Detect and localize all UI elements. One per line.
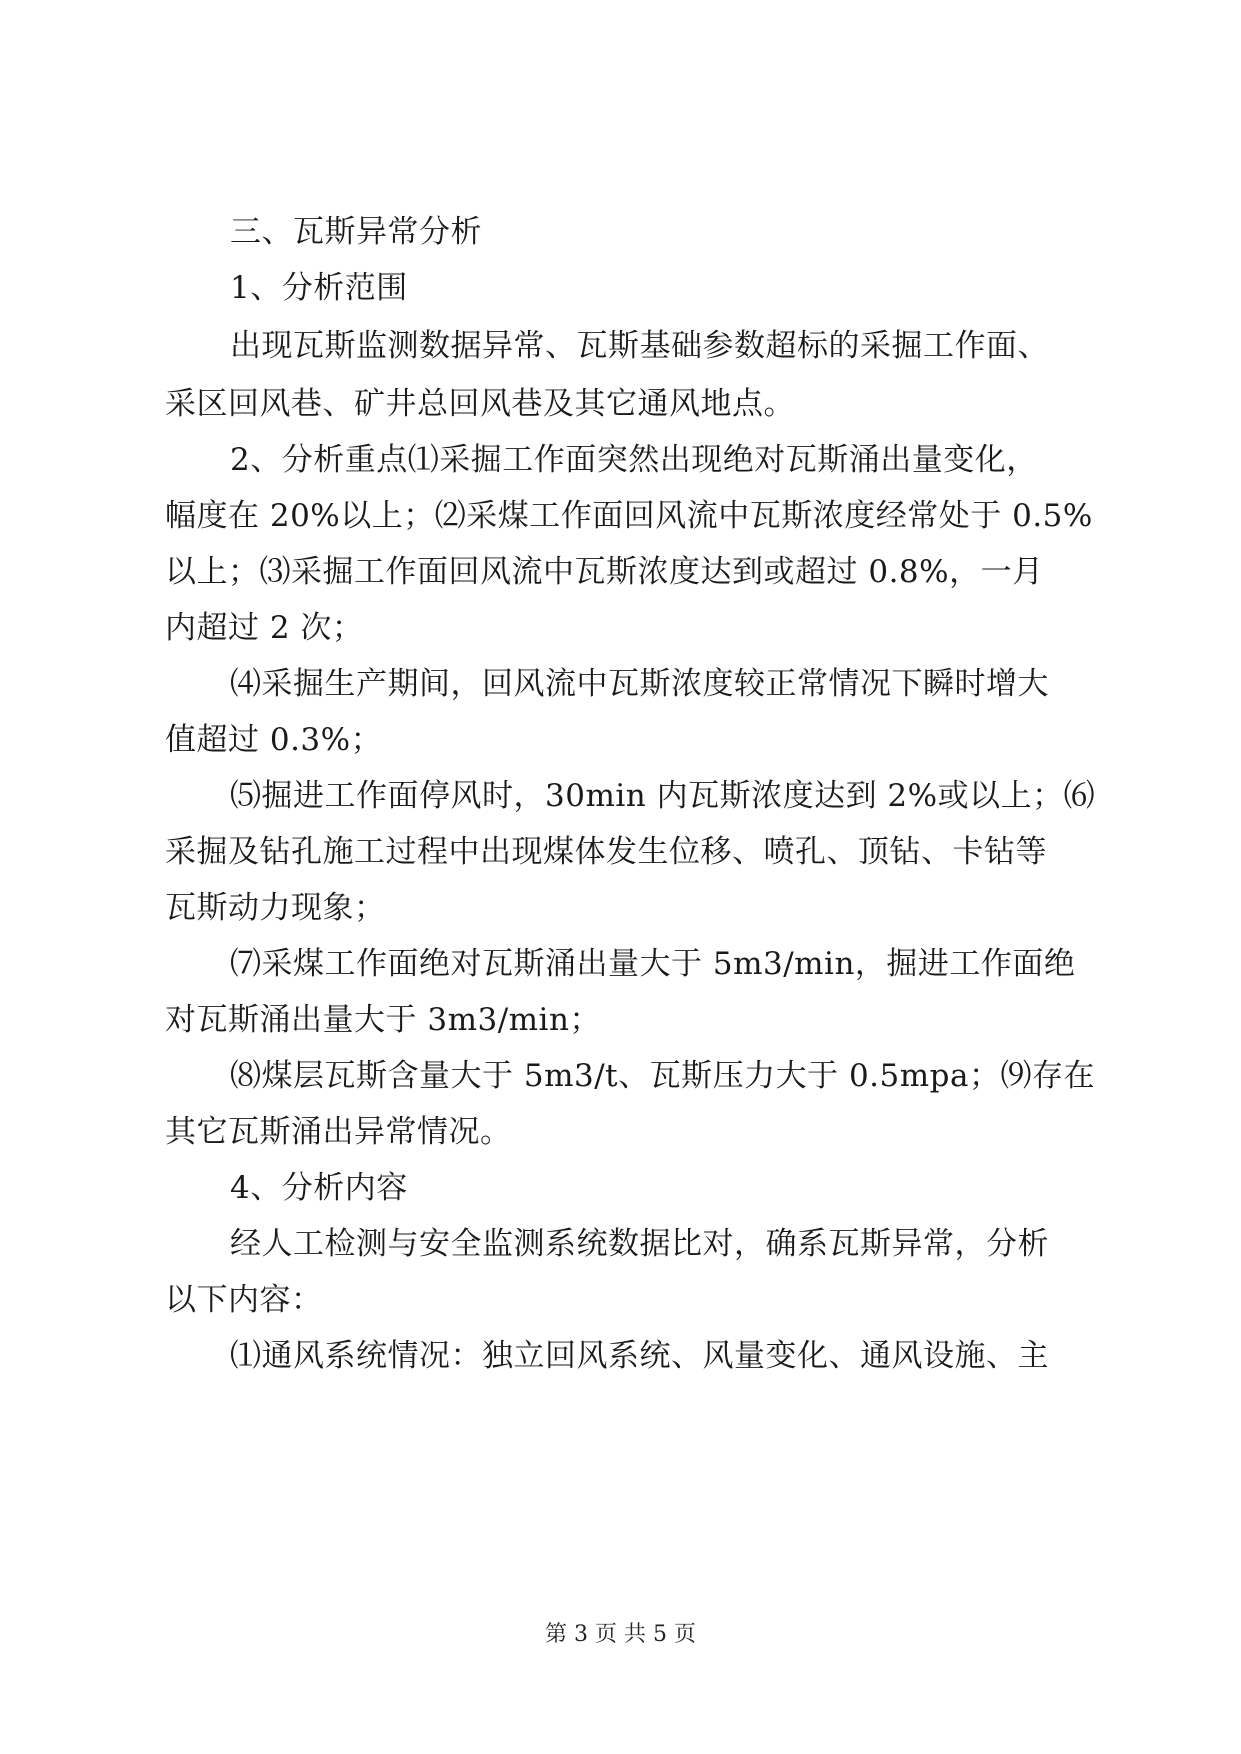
section-heading: 三、瓦斯异常分析 (230, 214, 482, 250)
paragraph-line: 以下内容： (165, 1282, 323, 1318)
paragraph-line: 内超过 2 次； (165, 610, 364, 646)
paragraph-line: ⑷采掘生产期间，回风流中瓦斯浓度较正常情况下瞬时增大 (230, 666, 1049, 702)
paragraph-line: ⑺采煤工作面绝对瓦斯涌出量大于 5m3/min，掘进工作面绝 (230, 946, 1076, 982)
paragraph-line: 出现瓦斯监测数据异常、瓦斯基础参数超标的采掘工作面、 (230, 328, 1049, 364)
paragraph-line: ⑸掘进工作面停风时，30min 内瓦斯浓度达到 2%或以上；⑹ (230, 778, 1096, 814)
paragraph-line: 以上；⑶采掘工作面回风流中瓦斯浓度达到或超过 0.8%，一月 (165, 554, 1044, 590)
subheading-content: 4、分析内容 (230, 1170, 408, 1206)
paragraph-line: 采掘及钻孔施工过程中出现煤体发生位移、喷孔、顶钻、卡钻等 (165, 834, 1047, 870)
paragraph-line: 幅度在 20%以上；⑵采煤工作面回风流中瓦斯浓度经常处于 0.5% (165, 498, 1093, 534)
paragraph-line: 对瓦斯涌出量大于 3m3/min； (165, 1002, 601, 1038)
paragraph-line: 值超过 0.3%； (165, 722, 383, 758)
subheading-scope: 1、分析范围 (230, 270, 408, 306)
paragraph-line: 采区回风巷、矿井总回风巷及其它通风地点。 (165, 386, 795, 422)
paragraph-line: 其它瓦斯涌出异常情况。 (165, 1114, 512, 1150)
paragraph-line: ⑻煤层瓦斯含量大于 5m3/t、瓦斯压力大于 0.5mpa；⑼存在 (230, 1058, 1095, 1094)
paragraph-line: 经人工检测与安全监测系统数据比对，确系瓦斯异常，分析 (230, 1226, 1049, 1262)
paragraph-line: 瓦斯动力现象； (165, 890, 386, 926)
page-number-footer: 第 3 页 共 5 页 (545, 1622, 696, 1647)
paragraph-line: ⑴通风系统情况：独立回风系统、风量变化、通风设施、主 (230, 1338, 1049, 1374)
paragraph-line: 2、分析重点⑴采掘工作面突然出现绝对瓦斯涌出量变化， (230, 442, 1038, 478)
